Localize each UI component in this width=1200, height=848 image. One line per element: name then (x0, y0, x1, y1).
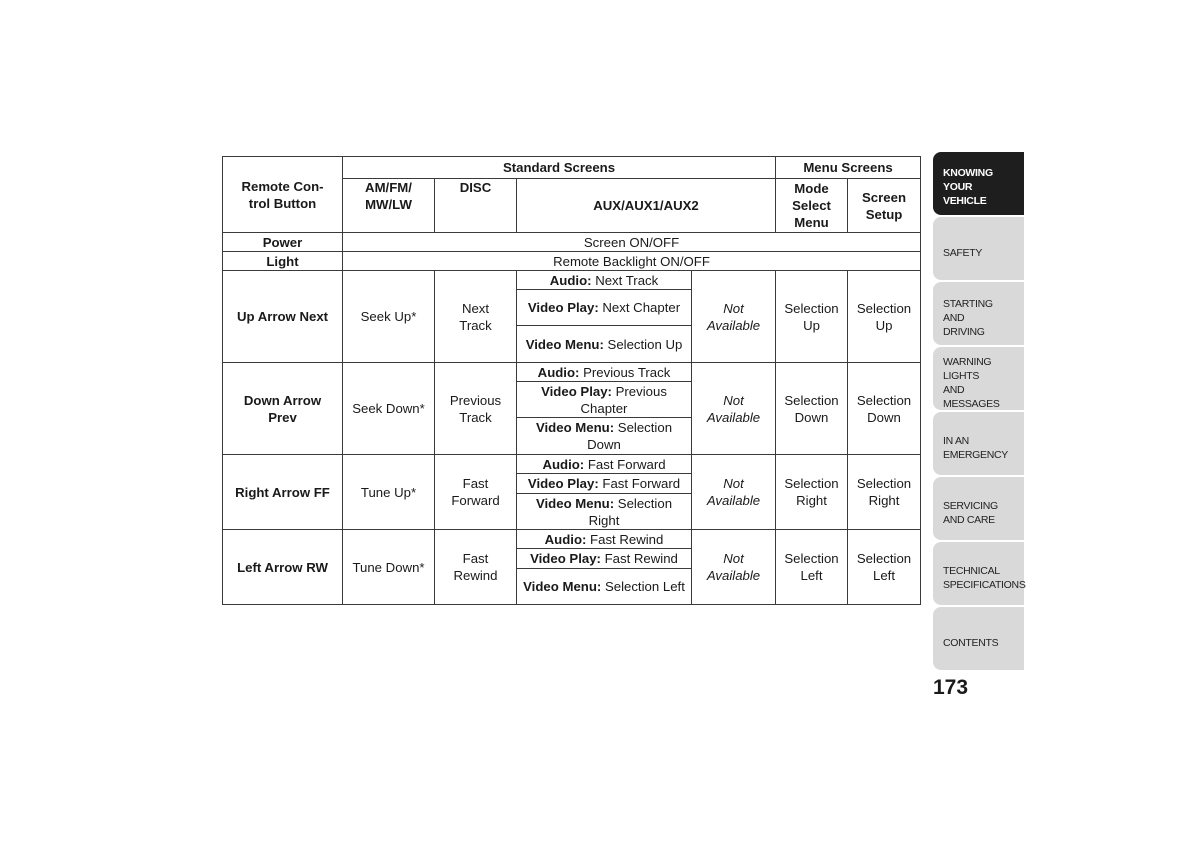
row-video-menu (517, 418, 692, 455)
row-mode-select: Selection Right (776, 455, 848, 530)
row-not-available: Not Available (692, 363, 776, 455)
tab-label: SERVICING AND CARE (943, 499, 998, 526)
row-audio (517, 530, 692, 549)
video-play-value: Previous Chapter (580, 383, 667, 416)
header-mode-select-menu: Mode Select Menu (776, 179, 848, 233)
row-screen-setup: Selection Left (848, 530, 921, 605)
audio-label: Audio: (544, 531, 587, 547)
row-light-value: Remote Backlight ON/OFF (343, 252, 921, 271)
tab-contents[interactable] (933, 607, 1024, 670)
tab-label: STARTING AND DRIVING (943, 297, 993, 338)
row-not-available: Not Available (692, 455, 776, 530)
row-mode-select: Selection Up (776, 271, 848, 363)
header-menu-screens: Menu Screens (776, 157, 921, 179)
audio-label: Audio: (542, 456, 585, 472)
row-power-label: Power (223, 233, 343, 252)
row-amfm: Tune Up* (343, 455, 435, 530)
video-play-label: Video Play: (527, 300, 599, 315)
tab-starting-and-driving[interactable] (933, 282, 1024, 345)
row-amfm: Seek Down* (343, 363, 435, 455)
row-light-label: Light (223, 252, 343, 271)
row-audio (517, 455, 692, 474)
row-screen-setup: Selection Down (848, 363, 921, 455)
row-button-label: Right Arrow FF (223, 455, 343, 530)
audio-value: Next Track (591, 272, 659, 288)
row-mode-select: Selection Down (776, 363, 848, 455)
row-amfm: Seek Up* (343, 271, 435, 363)
video-play-value: Fast Rewind (600, 551, 678, 566)
row-video-menu (517, 326, 692, 363)
row-video-menu (517, 494, 692, 530)
header-aux: AUX/AUX1/AUX2 (517, 179, 776, 233)
row-button-label: Down Arrow Prev (223, 363, 343, 455)
audio-value: Previous Track (579, 364, 671, 380)
row-video-play (517, 549, 692, 569)
row-disc: Next Track (435, 271, 517, 363)
header-standard-screens: Standard Screens (343, 157, 776, 179)
header-disc: DISC (435, 179, 517, 233)
row-screen-setup: Selection Right (848, 455, 921, 530)
tab-safety[interactable] (933, 217, 1024, 280)
row-audio (517, 271, 692, 290)
audio-label: Audio: (537, 364, 580, 380)
tab-label: KNOWING YOUR VEHICLE (943, 167, 993, 207)
video-menu-label: Video Menu: (525, 336, 604, 352)
row-not-available: Not Available (692, 530, 776, 605)
section-tabs (933, 152, 1024, 672)
tab-warning-lights-and-messages[interactable] (933, 347, 1024, 410)
tab-servicing-and-care[interactable] (933, 477, 1024, 540)
row-video-play (517, 290, 692, 326)
page-number: 173 (933, 676, 969, 699)
video-menu-value: Selection Right (588, 495, 673, 528)
tab-label: IN AN EMERGENCY (943, 434, 1008, 461)
row-power-value: Screen ON/OFF (343, 233, 921, 252)
video-play-label: Video Play: (541, 383, 612, 399)
video-menu-value: Selection Down (587, 420, 673, 452)
remote-control-table (222, 156, 921, 605)
video-menu-label: Video Menu: (535, 420, 615, 435)
video-menu-label: Video Menu: (523, 579, 602, 594)
header-amfm: AM/FM/ MW/LW (343, 179, 435, 233)
tab-label: TECHNICAL SPECIFICATIONS (943, 564, 1026, 591)
tab-label: WARNING LIGHTS AND MESSAGES (943, 355, 1000, 410)
row-mode-select: Selection Left (776, 530, 848, 605)
audio-label: Audio: (549, 272, 592, 288)
row-screen-setup: Selection Up (848, 271, 921, 363)
row-disc: Fast Forward (435, 455, 517, 530)
tab-knowing-your-vehicle[interactable] (933, 152, 1024, 215)
row-button-label: Up Arrow Next (223, 271, 343, 363)
row-video-play (517, 382, 692, 418)
video-play-label: Video Play: (530, 551, 601, 566)
video-menu-label: Video Menu: (535, 495, 615, 511)
video-play-value: Fast Forward (598, 476, 681, 491)
row-not-available: Not Available (692, 271, 776, 363)
video-menu-value: Selection Up (603, 336, 683, 352)
row-button-label: Left Arrow RW (223, 530, 343, 605)
row-video-menu (517, 569, 692, 605)
video-menu-value: Selection Left (601, 579, 685, 594)
audio-value: Fast Forward (584, 456, 666, 472)
header-screen-setup: Screen Setup (848, 179, 921, 233)
row-audio (517, 363, 692, 382)
row-amfm: Tune Down* (343, 530, 435, 605)
video-play-label: Video Play: (527, 476, 599, 491)
tab-in-an-emergency[interactable] (933, 412, 1024, 475)
tab-technical-specifications[interactable] (933, 542, 1024, 605)
tab-label: SAFETY (943, 246, 983, 259)
tab-label: CONTENTS (943, 636, 999, 649)
row-disc: Previous Track (435, 363, 517, 455)
row-video-play (517, 474, 692, 494)
audio-value: Fast Rewind (586, 531, 664, 547)
header-remote-control-button: Remote Con- trol Button (223, 157, 343, 233)
video-play-value: Next Chapter (598, 300, 681, 315)
row-disc: Fast Rewind (435, 530, 517, 605)
